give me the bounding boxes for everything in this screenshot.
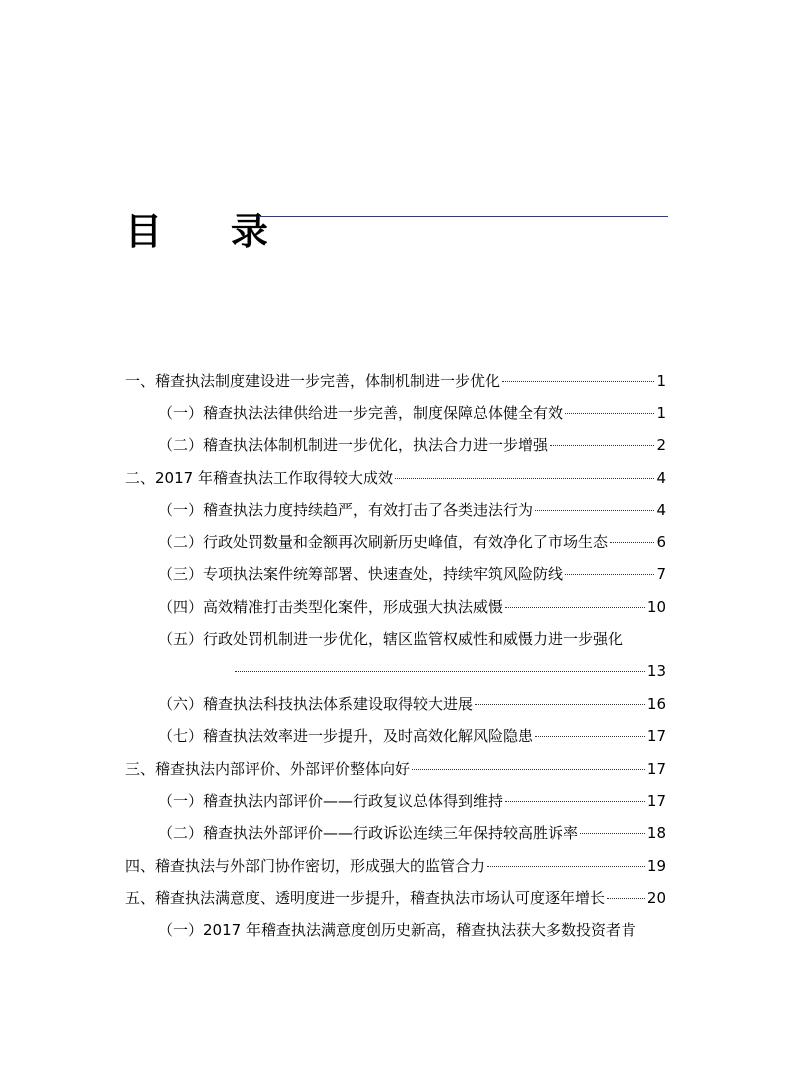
toc-entry[interactable] bbox=[158, 821, 666, 845]
toc-entry[interactable] bbox=[125, 886, 666, 910]
toc-entry-text: 五、稽查执法满意度、透明度进一步提升，稽查执法市场认可度逐年增长 bbox=[125, 889, 606, 907]
toc-entry-page: 18 bbox=[646, 824, 666, 842]
dot-leader bbox=[235, 671, 645, 672]
toc-entry-text: （二）稽查执法体制机制进一步优化，执法合力进一步增强 bbox=[158, 436, 549, 454]
toc-entry-text: 三、稽查执法内部评价、外部评价整体向好 bbox=[125, 760, 411, 778]
toc-entry-wrapped[interactable] bbox=[158, 627, 666, 651]
toc-entry-page: 20 bbox=[646, 889, 666, 907]
toc-entry-page: 1 bbox=[656, 404, 666, 422]
dot-leader bbox=[412, 769, 645, 770]
toc-entry-text: 二、2017 年稽查执法工作取得较大成效 bbox=[125, 469, 393, 487]
toc-entry-text: （二）行政处罚数量和金额再次刷新历史峰值，有效净化了市场生态 bbox=[158, 533, 609, 551]
toc-entry[interactable] bbox=[158, 692, 666, 716]
toc-entry[interactable] bbox=[158, 724, 666, 748]
toc-entry-page: 6 bbox=[656, 533, 666, 551]
dot-leader bbox=[607, 898, 645, 899]
toc-entry-page: 16 bbox=[646, 695, 666, 713]
toc-entry-text: （五）行政处罚机制进一步优化，辖区监管权威性和威慑力进一步强化 bbox=[158, 630, 624, 648]
toc-entry-page: 4 bbox=[656, 501, 666, 519]
toc-entry[interactable] bbox=[158, 401, 666, 425]
toc-entry-text: （三）专项执法案件统筹部署、快速查处，持续牢筑风险防线 bbox=[158, 565, 564, 583]
toc-entry-page: 4 bbox=[656, 469, 666, 487]
toc-entry-continuation bbox=[233, 659, 666, 683]
toc-entry[interactable] bbox=[158, 530, 666, 554]
toc-entry[interactable] bbox=[158, 789, 666, 813]
toc-entry-page: 13 bbox=[646, 662, 666, 680]
dot-leader bbox=[610, 542, 654, 543]
toc-entry-page: 17 bbox=[646, 792, 666, 810]
dot-leader bbox=[502, 381, 654, 382]
dot-leader bbox=[535, 510, 654, 511]
toc-entry-text: （六）稽查执法科技执法体系建设取得较大进展 bbox=[158, 695, 474, 713]
toc-entry-text: 一、稽查执法制度建设进一步完善，体制机制进一步优化 bbox=[125, 372, 501, 390]
dot-leader bbox=[505, 801, 645, 802]
toc-entry-page: 10 bbox=[646, 598, 666, 616]
toc-entry-wrapped[interactable] bbox=[158, 918, 666, 942]
toc-entry-text: （一）稽查执法法律供给进一步完善，制度保障总体健全有效 bbox=[158, 404, 564, 422]
dot-leader bbox=[505, 607, 645, 608]
toc-entry[interactable] bbox=[158, 562, 666, 586]
toc-entry-text: （一）稽查执法内部评价——行政复议总体得到维持 bbox=[158, 792, 504, 810]
toc-entry[interactable] bbox=[125, 369, 666, 393]
toc-entry[interactable] bbox=[125, 466, 666, 490]
toc-entry[interactable] bbox=[158, 498, 666, 522]
toc-entry[interactable] bbox=[158, 595, 666, 619]
toc-entry-page: 19 bbox=[646, 857, 666, 875]
toc-entry[interactable] bbox=[125, 854, 666, 878]
dot-leader bbox=[550, 445, 654, 446]
dot-leader bbox=[565, 413, 654, 414]
toc-entry-page: 17 bbox=[646, 727, 666, 745]
toc-entry-page: 17 bbox=[646, 760, 666, 778]
toc-entry-text: 四、稽查执法与外部门协作密切，形成强大的监管合力 bbox=[125, 857, 486, 875]
toc-entry[interactable] bbox=[125, 757, 666, 781]
toc-entry[interactable] bbox=[158, 433, 666, 457]
toc-entry-text: （四）高效精准打击类型化案件，形成强大执法威慑 bbox=[158, 598, 504, 616]
dot-leader bbox=[535, 736, 645, 737]
dot-leader bbox=[565, 574, 654, 575]
toc-entry-text: （一）稽查执法力度持续趋严，有效打击了各类违法行为 bbox=[158, 501, 534, 519]
dot-leader bbox=[487, 866, 645, 867]
toc-entry-text: （一）2017 年稽查执法满意度创历史新高，稽查执法获大多数投资者肯 bbox=[158, 921, 636, 939]
toc-entry-page: 7 bbox=[656, 565, 666, 583]
toc-entry-page: 2 bbox=[656, 436, 666, 454]
toc-entry-text: （二）稽查执法外部评价——行政诉讼连续三年保持较高胜诉率 bbox=[158, 824, 579, 842]
dot-leader bbox=[475, 704, 645, 705]
toc-entry-page: 1 bbox=[656, 372, 666, 390]
dot-leader bbox=[395, 478, 655, 479]
toc-title: 目 录 bbox=[125, 210, 296, 253]
toc-entry-text: （七）稽查执法效率进一步提升，及时高效化解风险隐患 bbox=[158, 727, 534, 745]
dot-leader bbox=[580, 833, 645, 834]
